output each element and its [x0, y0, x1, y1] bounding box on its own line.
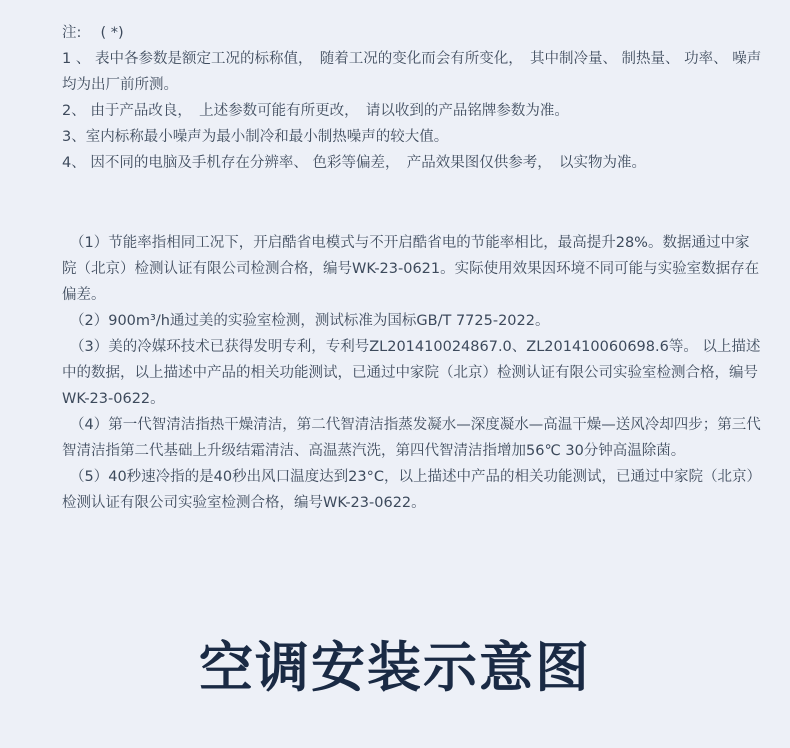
footnotes-section	[62, 230, 762, 516]
footnote-5: （5）40秒速冷指的是40秒出风口温度达到23°C，以上描述中产品的相关功能测试，已通过中家院（北京）检测认证有限公司实验室检测合格，编号WK-23-0622。	[62, 469, 761, 511]
notes-section	[62, 20, 762, 176]
note-item-4: 4、 因不同的电脑及手机存在分辨率、 色彩等偏差， 产品效果图仅供参考， 以实物为准。	[62, 155, 646, 171]
section-title: 空调安装示意图	[199, 636, 591, 699]
footnote-4: （4）第一代智清洁指热干燥清洁，第二代智清洁指蒸发凝水—深度凝水—高温干燥—送风冷却四步；第三代智清洁指第二代基础上升级结霜清洁、高温蒸汽洗，第四代智清洁指增加56℃ 30分钟高温除菌。	[62, 417, 761, 459]
note-item-2: 2、 由于产品改良， 上述参数可能有所更改， 请以收到的产品铭牌参数为准。	[62, 103, 569, 119]
note-item-1: 1 、 表中各参数是额定工况的标称值， 随着工况的变化而会有所变化， 其中制冷量、 制热量、 功率、 噪声均为出厂前所测。	[62, 51, 762, 93]
note-item-3: 3、室内标称最小噪声为最小制冷和最小制热噪声的较大值。	[62, 129, 449, 145]
footnote-1: （1）节能率指相同工况下，开启酷省电模式与不开启酷省电的节能率相比，最高提升28%。数据通过中家院（北京）检测认证有限公司检测合格，编号WK-23-0621。实际使用效果因环境不同可能与实验室数据存在偏差。	[62, 235, 760, 303]
notes-heading: 注: ( *)	[62, 25, 124, 41]
footnote-3: （3）美的冷媒环技术已获得发明专利，专利号ZL201410024867.0、ZL201410060698.6等。 以上描述中的数据，以上描述中产品的相关功能测试，已通过中家院（北京）检测认证有限公司实验室检测合格，编号WK-23-0622。	[62, 339, 761, 407]
footnote-2: （2）900m³/h通过美的实验室检测，测试标准为国标GB/T 7725-2022。	[70, 313, 550, 329]
